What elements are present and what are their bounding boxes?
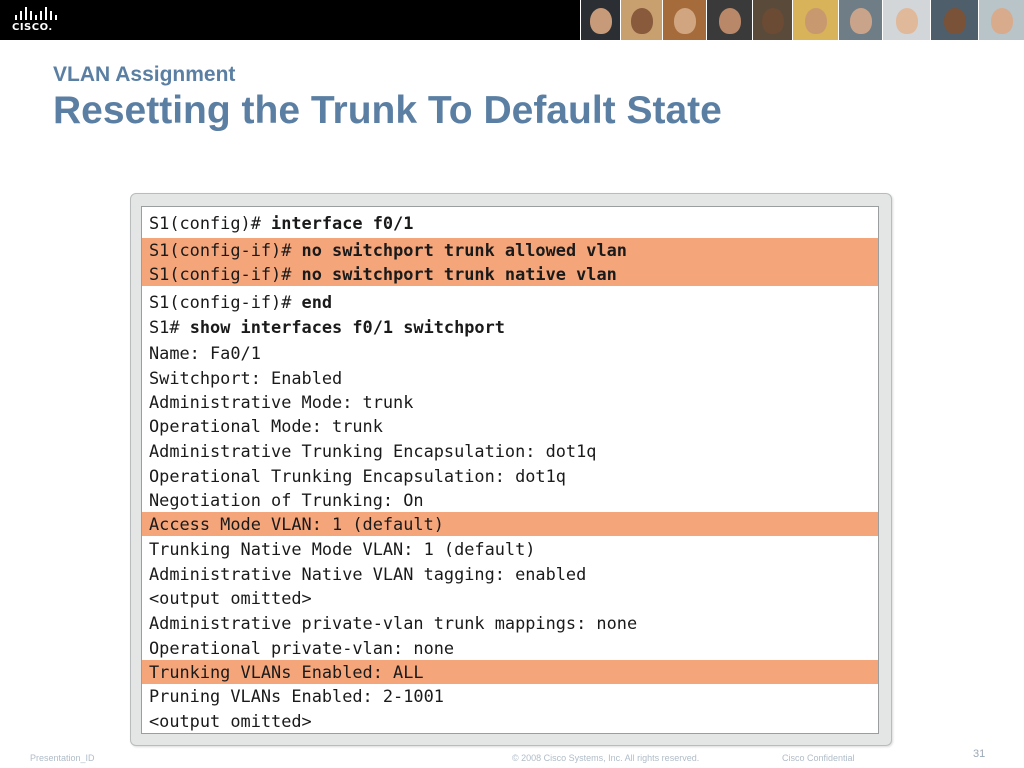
terminal-line-highlighted <box>142 262 878 286</box>
cisco-logo <box>12 5 68 35</box>
header-photo <box>838 0 882 40</box>
cli-output: Negotiation of Trunking: On <box>149 490 424 510</box>
terminal-line <box>142 414 878 438</box>
cli-command: no switchport trunk native vlan <box>301 264 617 284</box>
presentation-id: Presentation_ID <box>30 753 95 763</box>
top-banner <box>0 0 1024 40</box>
person-face <box>850 8 872 34</box>
cli-prompt: S1(config)# <box>149 213 272 233</box>
cli-command: show interfaces f0/1 switchport <box>189 317 505 337</box>
cli-output: Switchport: Enabled <box>149 368 343 388</box>
cli-output: Administrative Mode: trunk <box>149 392 414 412</box>
header-photo <box>792 0 838 40</box>
terminal-line <box>142 315 878 339</box>
cli-output: Pruning VLANs Enabled: 2-1001 <box>149 686 444 706</box>
copyright-notice: © 2008 Cisco Systems, Inc. All rights reserved. <box>512 753 700 763</box>
person-face <box>719 8 741 34</box>
header-photo <box>620 0 662 40</box>
terminal-line <box>142 366 878 390</box>
header-photo <box>580 0 620 40</box>
cli-prompt: S1(config-if)# <box>149 240 302 260</box>
terminal-line-highlighted <box>142 238 878 262</box>
terminal-line <box>142 290 878 314</box>
cli-output: Trunking Native Mode VLAN: 1 (default) <box>149 539 536 559</box>
terminal-line <box>142 636 878 660</box>
person-face <box>944 8 966 34</box>
header-photo <box>930 0 978 40</box>
cli-output: Administrative private-vlan trunk mappings: none <box>149 613 638 633</box>
terminal-line <box>142 611 878 635</box>
cli-output: Trunking VLANs Enabled: ALL <box>149 662 424 682</box>
header-photo <box>978 0 1024 40</box>
terminal-line-highlighted <box>142 660 878 684</box>
person-face <box>991 8 1013 34</box>
header-photo <box>882 0 930 40</box>
terminal-line <box>142 341 878 365</box>
terminal-line <box>142 684 878 708</box>
slide-title: Resetting the Trunk To Default State <box>53 89 722 132</box>
person-face <box>762 8 784 34</box>
terminal-line <box>142 211 878 235</box>
cisco-bars-icon <box>15 7 61 21</box>
cisco-logo-text: CISCO. <box>12 22 53 33</box>
person-face <box>631 8 653 34</box>
cli-prompt: S1# <box>149 317 190 337</box>
terminal-line <box>142 537 878 561</box>
cli-output: <output omitted> <box>149 588 312 608</box>
terminal-line <box>142 488 878 512</box>
header-photo <box>662 0 706 40</box>
cli-output: <output omitted> <box>149 711 312 731</box>
person-face <box>896 8 918 34</box>
person-face <box>590 8 612 34</box>
cli-command: interface f0/1 <box>271 213 414 233</box>
cli-output: Operational Trunking Encapsulation: dot1q <box>149 466 566 486</box>
terminal-line <box>142 586 878 610</box>
terminal-line <box>142 562 878 586</box>
cli-output: Administrative Native VLAN tagging: enabled <box>149 564 587 584</box>
person-face <box>674 8 696 34</box>
cli-output: Operational private-vlan: none <box>149 638 455 658</box>
cli-command: end <box>301 292 333 312</box>
terminal-line-highlighted <box>142 512 878 536</box>
photo-strip <box>580 0 1024 40</box>
terminal-line <box>142 709 878 733</box>
person-face <box>805 8 827 34</box>
cli-output: Access Mode VLAN: 1 (default) <box>149 514 444 534</box>
header-photo <box>706 0 752 40</box>
cli-command: no switchport trunk allowed vlan <box>301 240 627 260</box>
header-photo <box>752 0 792 40</box>
cli-output: Operational Mode: trunk <box>149 416 383 436</box>
cli-output: Administrative Trunking Encapsulation: dot1q <box>149 441 597 461</box>
cli-output: Name: Fa0/1 <box>149 343 261 363</box>
terminal-line <box>142 439 878 463</box>
cli-prompt: S1(config-if)# <box>149 264 302 284</box>
confidential-label: Cisco Confidential <box>782 753 855 763</box>
page-number: 31 <box>973 748 986 760</box>
terminal-line <box>142 390 878 414</box>
slide-subtitle: VLAN Assignment <box>53 63 236 86</box>
cli-prompt: S1(config-if)# <box>149 292 302 312</box>
terminal-line <box>142 464 878 488</box>
